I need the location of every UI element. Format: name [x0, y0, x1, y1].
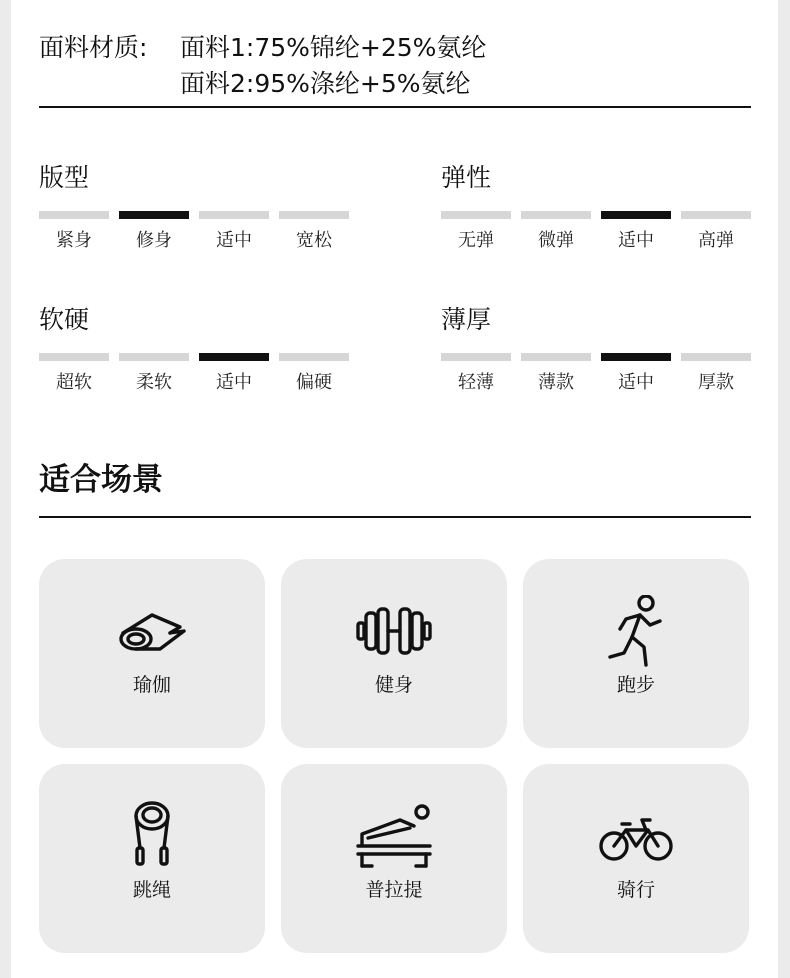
bicycle-icon: [596, 800, 676, 872]
attribute-options: [39, 371, 349, 395]
material-line-1: 面料1:75%锦纶+25%氨纶: [180, 33, 487, 62]
attribute-option: 厚款: [698, 372, 734, 393]
product-detail-panel: [11, 0, 778, 978]
attribute-title: 软硬: [39, 305, 90, 334]
attribute-title: 弹性: [441, 163, 492, 192]
scene-label: 骑行: [616, 879, 655, 901]
scale-bar: [279, 353, 349, 361]
attribute-options: [441, 229, 751, 253]
attribute-scale-bars: [441, 211, 751, 219]
attribute-thickness: [441, 305, 761, 393]
scene-grid: [39, 559, 749, 953]
scene-label: 跳绳: [132, 879, 171, 901]
attribute-option: 紧身: [56, 230, 92, 251]
scale-bar-selected: [601, 211, 671, 219]
attribute-fit: [39, 163, 359, 251]
attribute-option: 适中: [618, 372, 654, 393]
attribute-options: [39, 229, 349, 253]
attribute-elasticity: [441, 163, 761, 251]
attribute-option: 适中: [216, 372, 252, 393]
scene-label: 普拉提: [365, 879, 423, 901]
divider: [39, 516, 751, 518]
material-info: [39, 30, 751, 102]
scale-bar: [119, 353, 189, 361]
scale-bar: [681, 353, 751, 361]
scale-bar: [441, 211, 511, 219]
attribute-option: 微弹: [538, 230, 574, 251]
scale-bar-selected: [119, 211, 189, 219]
scale-bar: [441, 353, 511, 361]
scale-bar: [39, 353, 109, 361]
attribute-option: 适中: [618, 230, 654, 251]
scene-card-cycling: [523, 764, 749, 953]
scale-bar: [279, 211, 349, 219]
scene-card-pilates: [281, 764, 507, 953]
yoga-mat-icon: [112, 595, 192, 667]
attribute-options: [441, 371, 751, 395]
scene-label: 跑步: [616, 674, 655, 696]
scene-card-jump-rope: [39, 764, 265, 953]
attribute-softness: [39, 305, 359, 393]
attribute-scale-bars: [39, 353, 349, 361]
attribute-scale-bars: [39, 211, 349, 219]
scenes-title: 适合场景: [39, 462, 163, 498]
scale-bar-selected: [601, 353, 671, 361]
dumbbell-icon: [354, 595, 434, 667]
attribute-option: 无弹: [458, 230, 494, 251]
attribute-option: 适中: [216, 230, 252, 251]
scale-bar-selected: [199, 353, 269, 361]
pilates-reformer-icon: [354, 800, 434, 872]
scale-bar: [39, 211, 109, 219]
attribute-option: 偏硬: [296, 372, 332, 393]
scene-label: 健身: [374, 674, 413, 696]
attribute-scale-bars: [441, 353, 751, 361]
scale-bar: [521, 211, 591, 219]
attribute-option: 薄款: [538, 372, 574, 393]
attribute-option: 宽松: [296, 230, 332, 251]
scene-card-fitness: [281, 559, 507, 748]
scene-card-yoga: [39, 559, 265, 748]
attribute-option: 超软: [56, 372, 92, 393]
scale-bar: [681, 211, 751, 219]
attribute-title: 薄厚: [441, 305, 492, 334]
material-label: 面料材质:: [39, 33, 148, 62]
attribute-option: 柔软: [136, 372, 172, 393]
running-icon: [596, 595, 676, 667]
attribute-option: 轻薄: [458, 372, 494, 393]
scene-card-running: [523, 559, 749, 748]
jump-rope-icon: [112, 800, 192, 872]
scale-bar: [199, 211, 269, 219]
scale-bar: [521, 353, 591, 361]
attribute-option: 修身: [136, 230, 172, 251]
material-line-2: 面料2:95%涤纶+5%氨纶: [180, 69, 471, 98]
attribute-title: 版型: [39, 163, 90, 192]
scene-label: 瑜伽: [132, 674, 171, 696]
attribute-option: 高弹: [698, 230, 734, 251]
divider: [39, 106, 751, 108]
